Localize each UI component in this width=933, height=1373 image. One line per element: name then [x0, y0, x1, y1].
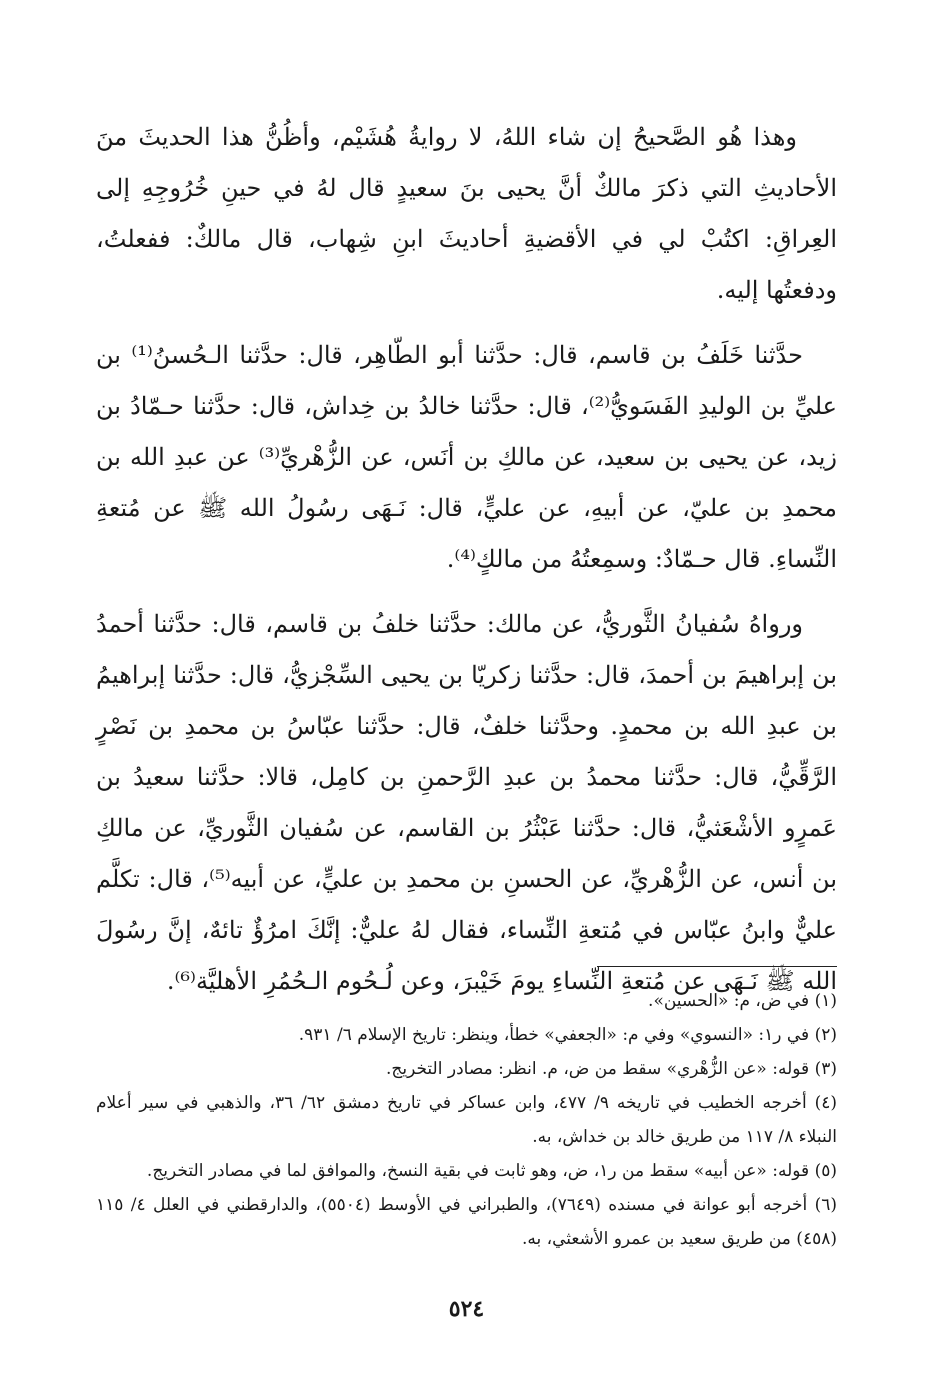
footnotes — [96, 984, 837, 1256]
footnote-text: قوله: «عن الزُّهْري» سقط من ض، م. انظر: مصادر التخريج. — [385, 1059, 810, 1079]
footnote-4 — [96, 1086, 837, 1154]
footnote-number: (٤) — [814, 1093, 838, 1113]
footnote-5 — [96, 1154, 837, 1188]
footnote-6 — [96, 1188, 837, 1256]
footnote-3 — [96, 1052, 837, 1086]
paragraph-3: ورواهُ سُفيانُ الثَّوريُّ، عن مالك: حدَّثنا خلفُ بن قاسم، قال: حدَّثنا أحمدُ بن إبراهيمَ بن أحمدَ، قال: حدَّثنا زكريّا بن يحيى السِّجْزيُّ، قال: حدَّثنا إبراهيمُ بن عبدِ الله بن محمدٍ. وحدَّثنا خلفٌ، قال: حدَّثنا عبّاسُ بن محمدِ بن نَصْرٍ الرَّقِّيُّ، قال: حدَّثنا محمدُ بن عبدِ الرَّحمنِ بن كامِل، قالا: حدَّثنا سعيدُ بن عَمرٍو الأشْعَثيُّ، قال: حدَّثنا عَبْثُرُ بن القاسم، عن سُفيان الثَّوريِّ، عن مالكِ بن أنس، عن الزُّهْريِّ، عن الحسنِ بن محمدِ بن عليٍّ، عن أبيه⁽⁵⁾، قال: تكلَّم عليٌّ وابنُ عبّاس في مُتعةِ النِّساء، فقال لهُ عليٌّ: إنَّكَ امرُؤٌ تائهٌ، إنَّ رسُولَ الله ﷺ نَـهَى عن مُتعةِ النِّساءِ يومَ خَيْبرَ، وعن لُـحُوم الـحُمُرِ الأهليَّة⁽⁶⁾. — [96, 610, 838, 995]
footnote-number: (٥) — [814, 1161, 837, 1181]
footnote-text: أخرجه الخطيب في تاريخه ٩/ ٤٧٧، وابن عساكر في تاريخ دمشق ٦٢/ ٣٦، والذهبي في سير أعلام النبلاء ٨/ ١١٧ من طريق خالد بن خداش، به. — [96, 1093, 837, 1147]
footnote-number: (٣) — [814, 1059, 837, 1079]
footnote-text: في ض، م: «الحسين». — [648, 991, 810, 1011]
paragraph-2: حدَّثنا خَلَفُ بن قاسم، قال: حدَّثنا أبو الطّاهِر، قال: حدَّثنا الـحُسنُ⁽¹⁾ بن عليِّ بن الوليدِ الفَسَويُّ⁽²⁾، قال: حدَّثنا خالدُ بن خِداش، قال: حدَّثنا حـمّادُ بن زيد، عن يحيى بن سعيد، عن مالكِ بن أنَس، عن الزُّهْريِّ⁽³⁾ عن عبدِ الله بن محمدِ بن عليّ، عن أبيهِ، عن عليٍّ، قال: نَـهَى رسُولُ الله ﷺ عن مُتعةِ النِّساءِ. قال حـمّادٌ: وسمِعتُهُ من مالكٍ⁽⁴⁾. — [96, 341, 837, 573]
footnote-separator — [597, 966, 837, 967]
footnote-number: (٢) — [814, 1025, 837, 1045]
footnote-text: في ر١: «النسوي» وفي م: «الجعفي» خطأ، وينظر: تاريخ الإسلام ٦/ ٩٣١. — [298, 1025, 810, 1045]
footnote-1 — [96, 984, 837, 1018]
paragraph-1: وهذا هُو الصَّحيحُ إن شاء اللهُ، لا روايةُ هُشَيْم، وأظُنُّ هذا الحديثَ منَ الأحاديثِ التي ذكرَ مالكٌ أنَّ يحيى بنَ سعيدٍ قال لهُ في حينِ خُرُوجِهِ إلى العِراقِ: اكتُبْ لي في الأقضيةِ أحاديثَ ابنِ شِهاب، قال مالكٌ: ففعلتُ، ودفعتُها إليه. — [96, 123, 837, 304]
page-number: ٥٢٤ — [448, 1296, 485, 1322]
footnote-text: قوله: «عن أبيه» سقط من ر١، ض، وهو ثابت في بقية النسخ، والموافق لما في مصادر التخريج. — [146, 1161, 810, 1181]
footnote-text: أخرجه أبو عوانة في مسنده (٧٦٤٩)، والطبراني في الأوسط (٥٥٠٤)، والدارقطني في العلل ٤/ ١١٥ (٤٥٨) من طريق سعيد بن عمرو الأشعثي، به. — [96, 1195, 837, 1249]
footnote-number: (٦) — [814, 1195, 837, 1215]
footnote-number: (١) — [814, 991, 837, 1011]
footnote-2 — [96, 1018, 837, 1052]
main-text — [96, 112, 837, 1021]
